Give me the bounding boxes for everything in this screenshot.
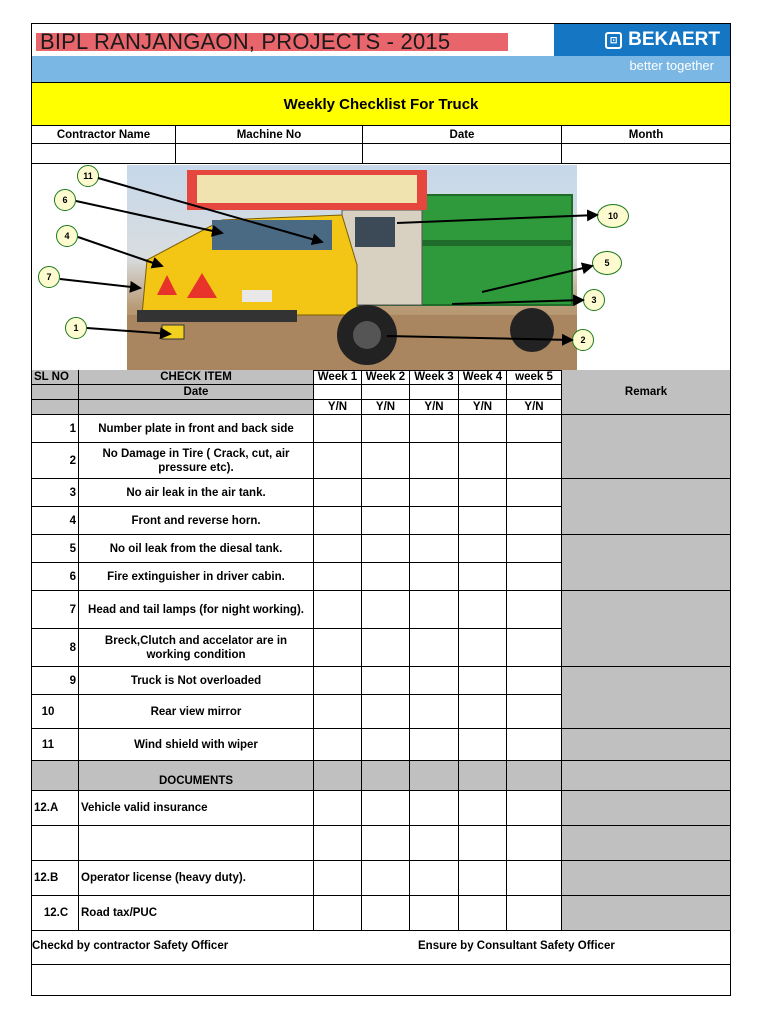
item-number: 6 — [32, 563, 79, 591]
document-check-week-1[interactable] — [314, 896, 362, 931]
check-cell-week-4[interactable] — [459, 415, 507, 443]
document-check-week-2[interactable] — [362, 896, 410, 931]
check-cell-week-3[interactable] — [410, 667, 459, 695]
week-date-cell-4[interactable] — [459, 385, 507, 400]
check-item-text: No Damage in Tire ( Crack, cut, air pressure etc). — [79, 443, 314, 479]
document-check-week-1[interactable] — [314, 791, 362, 826]
check-cell-week-2[interactable] — [362, 415, 410, 443]
documents-spacer — [32, 761, 79, 791]
check-cell-week-4[interactable] — [459, 591, 507, 629]
check-cell-week-3[interactable] — [410, 479, 459, 507]
check-cell-week-4[interactable] — [459, 695, 507, 729]
date-subheader: Date — [79, 385, 314, 400]
check-cell-week-2[interactable] — [362, 729, 410, 761]
document-check-week-5[interactable] — [507, 861, 562, 896]
document-check-week-1[interactable] — [314, 826, 362, 861]
check-cell-week-4[interactable] — [459, 563, 507, 591]
check-cell-week-1[interactable] — [314, 479, 362, 507]
check-cell-week-3[interactable] — [410, 591, 459, 629]
document-check-week-3[interactable] — [410, 861, 459, 896]
checklist-subtitle: Weekly Checklist For Truck — [32, 82, 730, 126]
item-number: 9 — [32, 667, 79, 695]
yn-spacer-1 — [32, 400, 79, 415]
check-cell-week-3[interactable] — [410, 415, 459, 443]
document-text: Operator license (heavy duty). — [79, 861, 314, 896]
check-item-header: CHECK ITEM — [79, 370, 314, 385]
week-date-cell-5[interactable] — [507, 385, 562, 400]
logo-text: BEKAERT — [628, 29, 720, 50]
check-cell-week-3[interactable] — [410, 563, 459, 591]
callout-3: 3 — [583, 289, 605, 311]
yn-header-4: Y/N — [459, 400, 507, 415]
sl-no-header: SL NO — [32, 370, 79, 385]
week-header-3: Week 3 — [410, 370, 459, 385]
check-cell-week-1[interactable] — [314, 415, 362, 443]
check-cell-week-5[interactable] — [507, 629, 562, 667]
check-cell-week-1[interactable] — [314, 443, 362, 479]
documents-header: DOCUMENTS — [79, 761, 314, 791]
week-date-cell-1[interactable] — [314, 385, 362, 400]
check-cell-week-4[interactable] — [459, 479, 507, 507]
document-text: Vehicle valid insurance — [79, 791, 314, 826]
item-number: 11 — [32, 729, 79, 761]
document-check-week-2[interactable] — [362, 861, 410, 896]
documents-week-spacer — [314, 761, 362, 791]
check-cell-week-2[interactable] — [362, 443, 410, 479]
check-cell-week-2[interactable] — [362, 667, 410, 695]
check-cell-week-2[interactable] — [362, 629, 410, 667]
check-cell-week-2[interactable] — [362, 535, 410, 563]
tagline: better together — [629, 58, 714, 73]
document-check-week-5[interactable] — [507, 826, 562, 861]
document-check-week-3[interactable] — [410, 791, 459, 826]
check-cell-week-3[interactable] — [410, 535, 459, 563]
document-number: 12.B — [32, 861, 79, 896]
check-cell-week-2[interactable] — [362, 563, 410, 591]
check-cell-week-2[interactable] — [362, 507, 410, 535]
check-cell-week-4[interactable] — [459, 535, 507, 563]
check-cell-week-4[interactable] — [459, 729, 507, 761]
item-number: 4 — [32, 507, 79, 535]
check-cell-week-1[interactable] — [314, 563, 362, 591]
document-text — [79, 826, 314, 861]
date-header: Date — [363, 126, 562, 144]
callout-5: 5 — [592, 251, 622, 275]
remark-field[interactable] — [562, 591, 730, 667]
remark-field[interactable] — [562, 667, 730, 729]
item-number: 10 — [32, 695, 79, 729]
check-cell-week-1[interactable] — [314, 507, 362, 535]
checked-by-label: Checkd by contractor Safety Officer — [32, 940, 229, 952]
check-cell-week-3[interactable] — [410, 695, 459, 729]
remark-field[interactable] — [562, 535, 730, 591]
check-cell-week-5[interactable] — [507, 507, 562, 535]
check-cell-week-3[interactable] — [410, 629, 459, 667]
bekaert-logo-icon: ⊡ — [605, 32, 622, 49]
item-number: 5 — [32, 535, 79, 563]
item-number: 8 — [32, 629, 79, 667]
document-number: 12.A — [32, 791, 79, 826]
remark-header: Remark — [562, 370, 730, 415]
remark-field[interactable] — [562, 415, 730, 479]
callout-11: 11 — [77, 165, 99, 187]
check-item-text: Breck,Clutch and accelator are in working condition — [79, 629, 314, 667]
document-check-week-4[interactable] — [459, 896, 507, 931]
week-date-cell-3[interactable] — [410, 385, 459, 400]
document-check-week-2[interactable] — [362, 791, 410, 826]
page-title: BIPL RANJANGAON, PROJECTS - 2015 — [40, 29, 451, 54]
week-header-2: Week 2 — [362, 370, 410, 385]
check-cell-week-4[interactable] — [459, 667, 507, 695]
check-cell-week-5[interactable] — [507, 535, 562, 563]
documents-week-spacer — [459, 761, 507, 791]
week-header-4: Week 4 — [459, 370, 507, 385]
yn-header-2: Y/N — [362, 400, 410, 415]
footer-divider — [32, 964, 730, 965]
documents-week-spacer — [507, 761, 562, 791]
check-item-text: Front and reverse horn. — [79, 507, 314, 535]
yn-header-1: Y/N — [314, 400, 362, 415]
document-remark-field[interactable] — [562, 896, 730, 931]
document-check-week-5[interactable] — [507, 791, 562, 826]
item-number: 1 — [32, 415, 79, 443]
check-cell-week-5[interactable] — [507, 591, 562, 629]
check-cell-week-1[interactable] — [314, 535, 362, 563]
check-cell-week-1[interactable] — [314, 629, 362, 667]
check-cell-week-5[interactable] — [507, 695, 562, 729]
check-cell-week-3[interactable] — [410, 443, 459, 479]
check-cell-week-5[interactable] — [507, 667, 562, 695]
callout-arrows — [32, 24, 730, 384]
callout-4: 4 — [56, 225, 78, 247]
yn-header-5: Y/N — [507, 400, 562, 415]
document-number: 12.C — [32, 896, 79, 931]
check-cell-week-2[interactable] — [362, 479, 410, 507]
callout-1: 1 — [65, 317, 87, 339]
checklist-sheet — [31, 23, 731, 996]
callout-6: 6 — [54, 189, 76, 211]
callout-2: 2 — [572, 329, 594, 351]
week-header-1: Week 1 — [314, 370, 362, 385]
document-number — [32, 826, 79, 861]
remark-field[interactable] — [562, 479, 730, 535]
check-item-text: Truck is Not overloaded — [79, 667, 314, 695]
document-check-week-2[interactable] — [362, 826, 410, 861]
documents-remark-spacer — [562, 761, 730, 791]
document-check-week-4[interactable] — [459, 791, 507, 826]
sl-no-spacer — [32, 385, 79, 400]
callout-10: 10 — [597, 204, 629, 228]
document-remark-field[interactable] — [562, 791, 730, 826]
check-item-text: Number plate in front and back side — [79, 415, 314, 443]
document-check-week-4[interactable] — [459, 861, 507, 896]
check-cell-week-5[interactable] — [507, 443, 562, 479]
month-header: Month — [562, 126, 730, 144]
document-check-week-3[interactable] — [410, 896, 459, 931]
check-item-text: Rear view mirror — [79, 695, 314, 729]
check-cell-week-2[interactable] — [362, 591, 410, 629]
document-remark-field[interactable] — [562, 861, 730, 896]
documents-week-spacer — [362, 761, 410, 791]
item-number: 3 — [32, 479, 79, 507]
check-cell-week-5[interactable] — [507, 729, 562, 761]
item-number: 2 — [32, 443, 79, 479]
check-cell-week-2[interactable] — [362, 695, 410, 729]
document-check-week-3[interactable] — [410, 826, 459, 861]
document-remark-field[interactable] — [562, 826, 730, 861]
check-cell-week-4[interactable] — [459, 507, 507, 535]
check-item-text: Fire extinguisher in driver cabin. — [79, 563, 314, 591]
document-text: Road tax/PUC — [79, 896, 314, 931]
remark-field[interactable] — [562, 729, 730, 761]
document-check-week-4[interactable] — [459, 826, 507, 861]
contractor-name-header: Contractor Name — [32, 126, 176, 144]
document-check-week-1[interactable] — [314, 861, 362, 896]
ensure-by-label: Ensure by Consultant Safety Officer — [418, 940, 615, 952]
check-cell-week-5[interactable] — [507, 415, 562, 443]
check-cell-week-1[interactable] — [314, 591, 362, 629]
callout-7: 7 — [38, 266, 60, 288]
check-cell-week-1[interactable] — [314, 667, 362, 695]
check-cell-week-1[interactable] — [314, 729, 362, 761]
check-cell-week-3[interactable] — [410, 729, 459, 761]
item-number: 7 — [32, 591, 79, 629]
documents-week-spacer — [410, 761, 459, 791]
document-check-week-5[interactable] — [507, 896, 562, 931]
machine-no-header: Machine No — [176, 126, 363, 144]
check-cell-week-1[interactable] — [314, 695, 362, 729]
check-item-text: Head and tail lamps (for night working). — [79, 591, 314, 629]
week-header-5: week 5 — [507, 370, 562, 385]
check-item-text: Wind shield with wiper — [79, 729, 314, 761]
yn-spacer-2 — [79, 400, 314, 415]
week-date-cell-2[interactable] — [362, 385, 410, 400]
check-item-text: No oil leak from the diesal tank. — [79, 535, 314, 563]
check-item-text: No air leak in the air tank. — [79, 479, 314, 507]
check-cell-week-5[interactable] — [507, 479, 562, 507]
check-cell-week-3[interactable] — [410, 507, 459, 535]
check-cell-week-5[interactable] — [507, 563, 562, 591]
yn-header-3: Y/N — [410, 400, 459, 415]
check-cell-week-4[interactable] — [459, 629, 507, 667]
check-cell-week-4[interactable] — [459, 443, 507, 479]
